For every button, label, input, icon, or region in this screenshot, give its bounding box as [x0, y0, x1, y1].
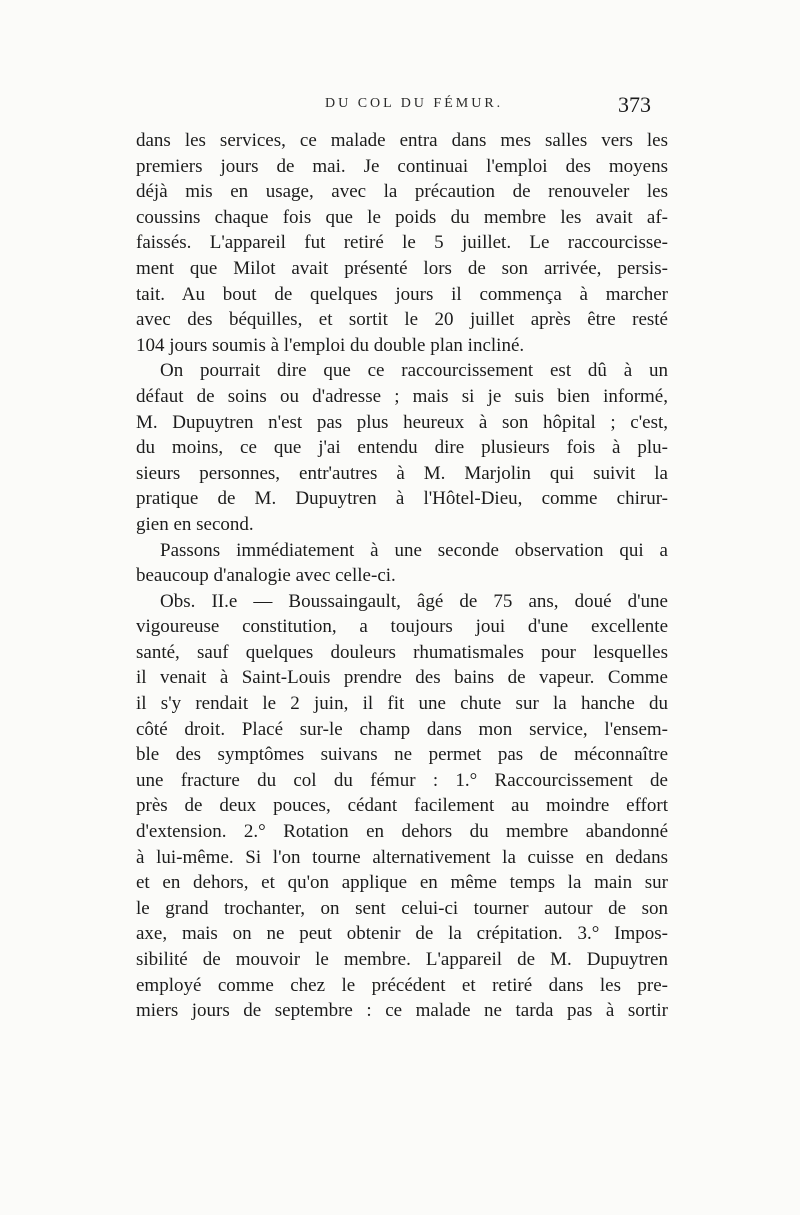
text-line: tait. Au bout de quelques jours il commença à marcher: [136, 283, 668, 305]
text-line: santé, sauf quelques douleurs rhumatismales pour lesquelles: [136, 641, 668, 663]
text-line: sieurs personnes, entr'autres à M. Marjolin qui suivit la: [136, 462, 668, 484]
text-line: beaucoup d'analogie avec celle-ci.: [136, 565, 396, 587]
text-line: dans les services, ce malade entra dans mes salles vers les: [136, 130, 668, 151]
text-line: axe, mais on ne peut obtenir de la crépitation. 3.° Impos-: [136, 923, 668, 945]
text-line: il venait à Saint-Louis prendre des bains de vapeur. Comme: [136, 667, 668, 689]
text-line: une fracture du col du fémur : 1.° Raccourcissement de: [136, 769, 668, 791]
text-line: sibilité de mouvoir le membre. L'appareil de M. Dupuytren: [136, 949, 668, 970]
text-line: premiers jours de mai. Je continuai l'emploi des moyens: [136, 155, 668, 177]
text-line: déjà mis en usage, avec la précaution de renouveler les: [136, 181, 668, 203]
text-line: miers jours de septembre : ce malade ne tarda pas à sortir: [136, 1000, 668, 1022]
text-line: il s'y rendait le 2 juin, il fit une chute sur la hanche du: [136, 693, 668, 715]
text-line: gien en second.: [136, 513, 254, 535]
text-line: le grand trochanter, on sent celui-ci tourner autour de son: [136, 897, 668, 919]
text-line: faissés. L'appareil fut retiré le 5 juillet. Le raccourcisse-: [136, 232, 668, 254]
text-line: d'extension. 2.° Rotation en dehors du membre abandonné: [136, 821, 668, 843]
text-line: M. Dupuytren n'est pas plus heureux à son hôpital ; c'est,: [136, 411, 668, 433]
text-line: côté droit. Placé sur-le champ dans mon service, l'ensem-: [136, 718, 668, 740]
text-line: défaut de soins ou d'adresse ; mais si je suis bien informé,: [136, 385, 668, 407]
text-line: pratique de M. Dupuytren à l'Hôtel-Dieu, comme chirur-: [136, 488, 668, 510]
text-line: avec des béquilles, et sortit le 20 juillet après être resté: [136, 309, 668, 331]
text-line: vigoureuse constitution, a toujours joui d'une excellente: [136, 616, 668, 638]
text-line: employé comme chez le précédent et retiré dans les pre-: [136, 974, 668, 996]
running-title: DU COL DU FÉMUR.: [325, 96, 504, 111]
text-line: 104 jours soumis à l'emploi du double plan incliné.: [136, 334, 525, 356]
page-number: 373: [618, 92, 651, 117]
text-line: à lui-même. Si l'on tourne alternativement la cuisse en dedans: [136, 846, 668, 868]
text-line: près de deux pouces, cédant facilement au moindre effort: [136, 795, 668, 817]
running-head: [0, 92, 800, 122]
body-text: [136, 128, 668, 1024]
text-line: Passons immédiatement à une seconde observation qui a: [160, 539, 668, 561]
text-line: On pourrait dire que ce raccourcissement est dû à un: [160, 360, 668, 382]
text-line: Obs. II.e — Boussaingault, âgé de 75 ans, doué d'une: [160, 590, 668, 612]
text-line: ment que Milot avait présenté lors de son arrivée, persis-: [136, 257, 668, 279]
text-line: coussins chaque fois que le poids du membre les avait af-: [136, 206, 668, 228]
text-line: et en dehors, et qu'on applique en même temps la main sur: [136, 872, 668, 894]
text-line: ble des symptômes suivans ne permet pas de méconnaître: [136, 744, 668, 766]
text-line: du moins, ce que j'ai entendu dire plusieurs fois à plu-: [136, 437, 668, 459]
